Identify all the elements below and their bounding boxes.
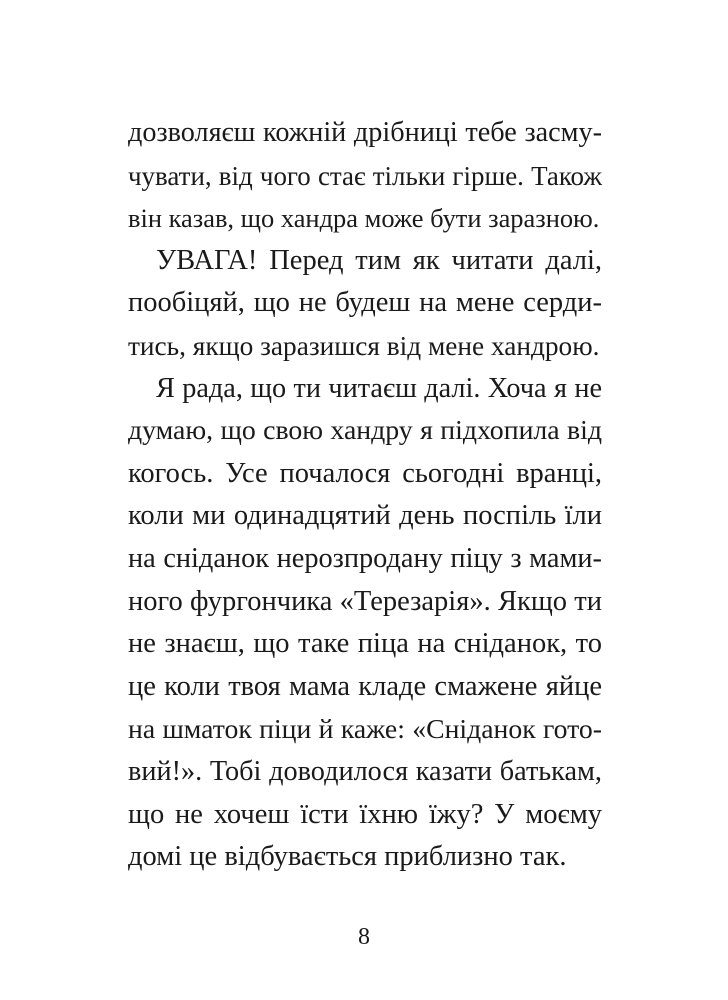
text-line: чувати, від чого стає тільки гірше. Також [128,160,602,191]
text-line: думаю, що свою хандру я підхопила від [128,415,602,447]
text-line: пообіцяй, що не будеш на мене серди- [128,287,602,319]
text-line: дозволяєш кожній дрібниці тебе засму- [128,117,602,148]
text-line: що не хочеш їсти їхню їжу? У моєму [128,798,602,830]
text-line: тись, якщо заразишся від мене хандрою. [128,330,600,361]
text-line: вий!». Тобі доводилося казати батькам, [128,755,602,787]
text-line: це коли твоя мама кладе смажене яйце [128,670,602,702]
text-line: когось. Усе почалося сьогодні вранці, [128,457,602,489]
page-number: 8 [358,924,370,950]
text-line: Я рада, що ти читаєш далі. Хоча я не [156,372,602,404]
text-line: він казав, що хандра може бути заразною. [128,203,600,234]
body-text [128,112,602,879]
text-line: не знаєш, що таке піца на сніданок, то [128,628,602,660]
text-line: УВАГА! Перед тим як читати далі, [156,244,602,276]
text-line: ного фургончика «Терезарія». Якщо ти [128,585,602,617]
text-line: на сніданок нерозпродану піцу з мами- [128,542,602,574]
text-line: домі це відбувається приблизно так. [128,841,567,873]
text-line: коли ми одинадцятий день поспіль їли [128,500,602,532]
text-line: на шматок піци й каже: «Сніданок гото- [128,713,602,745]
